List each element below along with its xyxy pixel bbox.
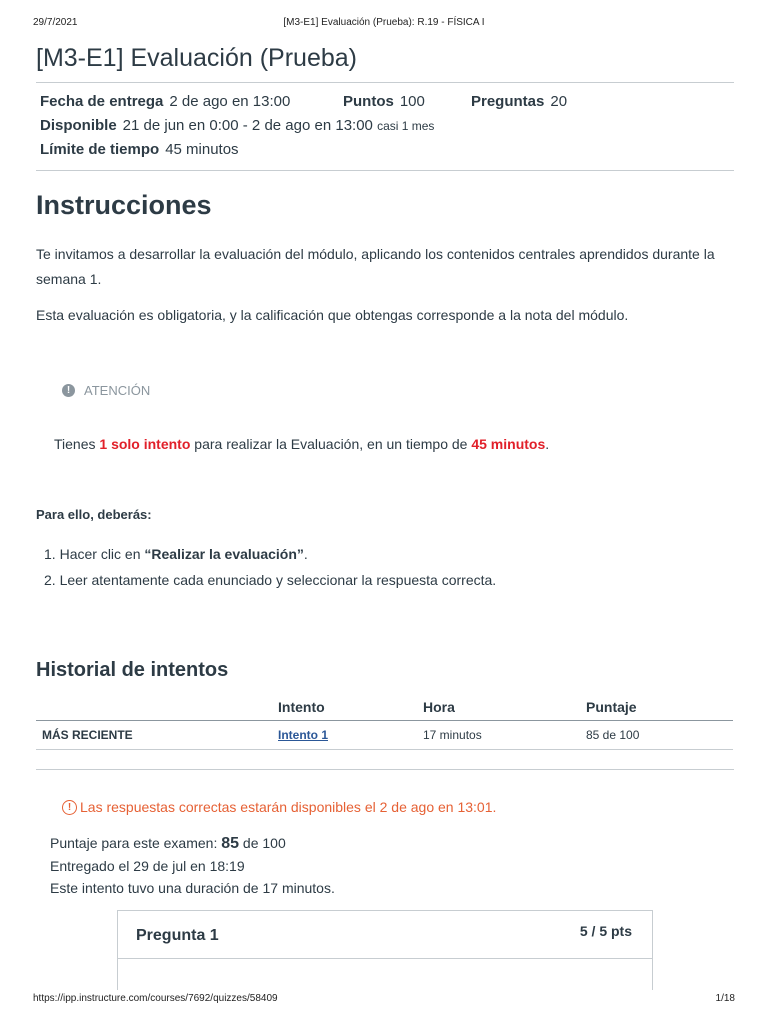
divider: [36, 82, 734, 83]
list-item: [44, 541, 496, 567]
availability: [40, 117, 434, 134]
due-date-value: 2 de ago en 13:00: [169, 93, 291, 110]
points-value: 100: [399, 93, 425, 110]
points: [343, 93, 425, 110]
question-header: [118, 911, 652, 959]
score-line: [50, 832, 335, 855]
print-header: [0, 17, 768, 31]
column-header-score: Puntaje: [586, 699, 637, 715]
step-emphasis: “Realizar la evaluación”: [144, 546, 304, 562]
step-text: Hacer clic en: [59, 546, 145, 562]
step-text: .: [303, 546, 308, 562]
answers-notice: [62, 799, 496, 815]
available-label: Disponible: [40, 117, 117, 134]
attempt-text: Tienes: [54, 436, 100, 452]
step-text: Leer atentamente cada enunciado y seleccionar la respuesta correcta.: [59, 572, 497, 588]
attention-callout: [62, 383, 150, 398]
attempt-time: 17 minutos: [423, 728, 482, 742]
time-highlight: 45 minutos: [471, 436, 546, 452]
info-circle-icon: !: [62, 384, 75, 397]
attempt-highlight: 1 solo intento: [99, 436, 191, 452]
divider: [36, 170, 734, 171]
question-points: 5 / 5 pts: [579, 923, 632, 939]
question-title: Pregunta 1: [136, 927, 219, 944]
questions-value: 20: [550, 93, 568, 110]
table-row-divider: [36, 749, 733, 750]
steps-intro: Para ello, deberás:: [36, 507, 152, 522]
answers-notice-text: Las respuestas correctas estarán disponibles el 2 de ago en 13:01.: [80, 799, 497, 815]
table-header-divider: [36, 720, 733, 721]
step-number: 1.: [44, 546, 56, 562]
duration-line: Este intento tuvo una duración de 17 minutos.: [50, 880, 335, 896]
attempt-text: .: [545, 436, 550, 452]
submitted-line: Entregado el 29 de jul en 18:19: [50, 858, 245, 874]
history-heading: Historial de intentos: [36, 659, 229, 681]
points-label: Puntos: [343, 93, 394, 110]
page-title: [M3-E1] Evaluación (Prueba): [36, 44, 357, 72]
column-header-time: Hora: [423, 699, 455, 715]
row-label: MÁS RECIENTE: [42, 728, 133, 742]
list-item: [44, 567, 496, 593]
instructions-heading: Instrucciones: [36, 190, 212, 220]
question-card: [117, 910, 653, 990]
step-number: 2.: [44, 572, 56, 588]
available-value: 21 de jun en 0:00 - 2 de ago en 13:00: [122, 117, 373, 134]
attempt-summary: [50, 832, 335, 899]
time-limit: [40, 141, 239, 158]
instructions-paragraph-1: Te invitamos a desarrollar la evaluación del módulo, aplicando los contenidos centrales aprendidos durante la semana 1.: [36, 246, 715, 287]
score-total: de 100: [239, 835, 286, 851]
print-date: 29/7/2021: [33, 17, 78, 28]
attempt-text: para realizar la Evaluación, en un tiempo de: [190, 436, 472, 452]
warning-circle-icon: !: [62, 800, 77, 815]
attempt-score: 85 de 100: [586, 728, 640, 742]
attempt-link[interactable]: Intento 1: [278, 728, 328, 742]
column-header-attempt: Intento: [278, 699, 325, 715]
time-limit-value: 45 minutos: [165, 141, 239, 158]
available-note: casi 1 mes: [377, 119, 435, 133]
score-value: 85: [221, 835, 240, 852]
due-date: [40, 93, 290, 110]
print-url: https://ipp.instructure.com/courses/7692/quizzes/58409: [33, 993, 278, 1004]
due-date-label: Fecha de entrega: [40, 93, 164, 110]
score-label: Puntaje para este examen:: [50, 835, 222, 851]
print-title: [M3-E1] Evaluación (Prueba): R.19 - FÍSICA I: [283, 17, 485, 28]
instructions-paragraph-2: Esta evaluación es obligatoria, y la calificación que obtengas corresponde a la nota del módulo.: [36, 307, 629, 323]
print-footer: [0, 993, 768, 1007]
page-number: 1/18: [715, 993, 735, 1004]
questions: [471, 93, 567, 110]
time-limit-label: Límite de tiempo: [40, 141, 160, 158]
attention-label: ATENCIÓN: [84, 383, 151, 398]
attempt-notice: [54, 436, 549, 452]
questions-label: Preguntas: [471, 93, 545, 110]
divider: [36, 769, 734, 770]
steps-list: [44, 541, 496, 593]
